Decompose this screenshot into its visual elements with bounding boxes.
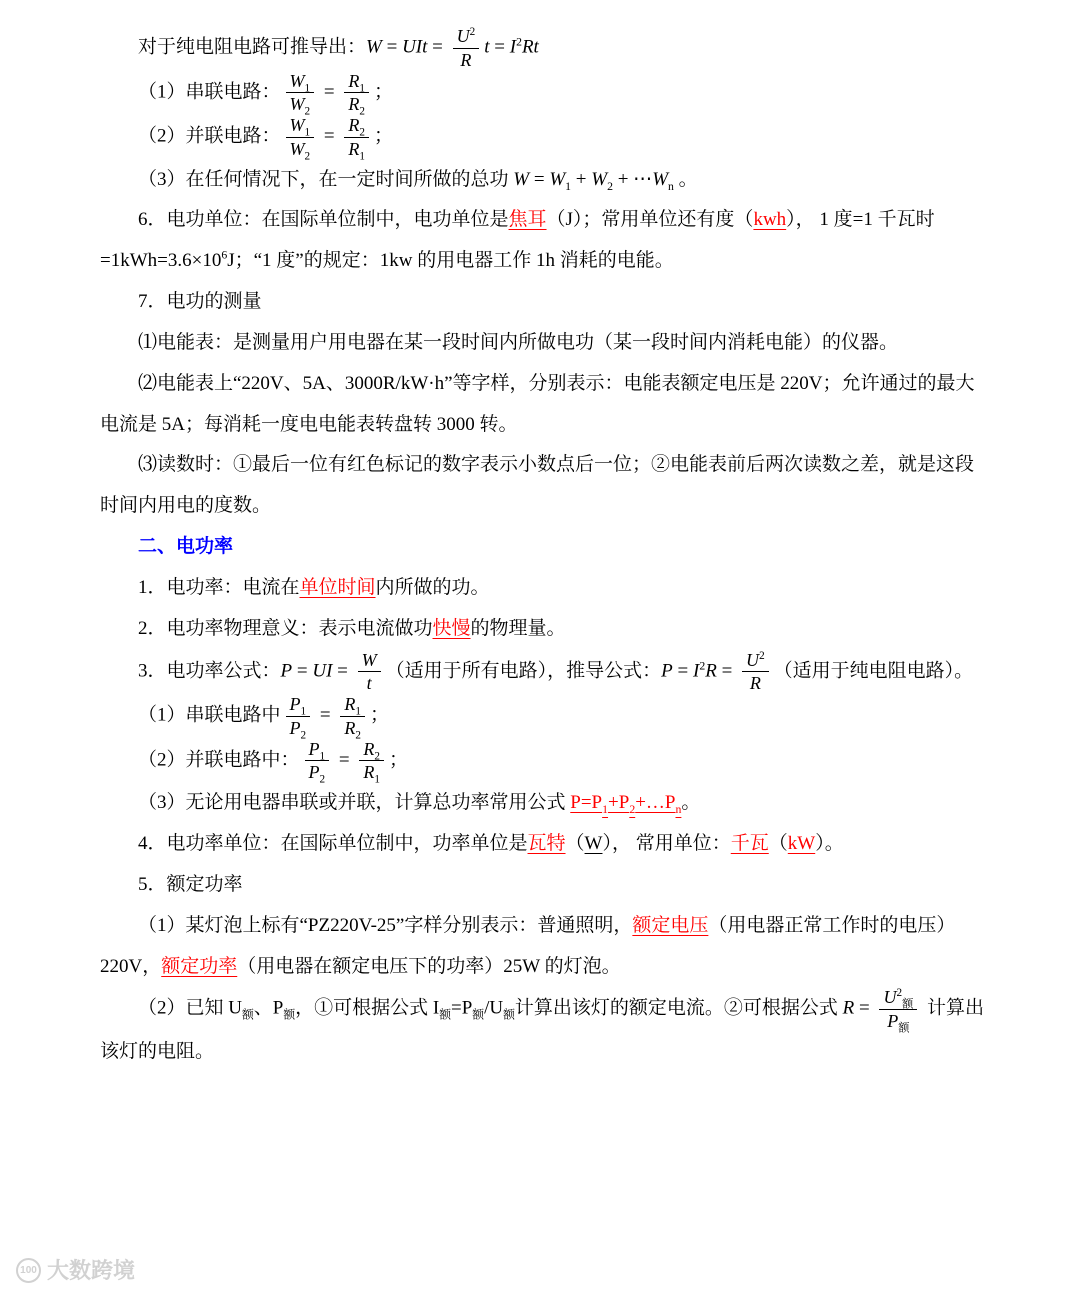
text-segment: P — [289, 694, 301, 715]
text-segment: ）， 常用单位： — [602, 832, 731, 854]
text-segment: I — [509, 36, 517, 58]
fraction-denominator — [358, 672, 381, 694]
text-segment: 1 — [319, 750, 326, 763]
text-segment: 2 — [359, 126, 365, 139]
text-segment: t — [366, 673, 372, 694]
text-segment: 2 — [607, 179, 613, 193]
text-segment: 额 — [472, 1008, 485, 1022]
fraction — [344, 71, 369, 116]
text-segment: 1 — [565, 179, 572, 193]
text-segment: 1 — [304, 82, 311, 95]
fraction — [453, 26, 480, 71]
fraction-numerator — [344, 115, 369, 138]
text-segment: J；“1 度”的规定：1kw 的用电器工作 1h 消耗的电能。 — [227, 250, 674, 272]
highlighted-term: kW — [787, 832, 816, 854]
text-segment: W — [508, 168, 530, 190]
fraction — [286, 694, 311, 742]
text-segment: ⑴电能表：是测量用户用电器在某一段时间内所做电功（某一段时间内消耗电能）的仪器。 — [138, 331, 899, 353]
formula-paragraph — [100, 739, 985, 784]
paragraph — [100, 282, 985, 323]
watermark-logo-icon: 100 — [16, 1258, 41, 1283]
highlighted-term: 2 — [629, 802, 636, 816]
fraction-denominator — [453, 49, 480, 71]
text-segment: （1）串联电路： — [138, 81, 281, 103]
text-segment: （J）；常用单位还有度（ — [546, 209, 754, 231]
text-segment: 对于纯电阻电路可推导出： — [138, 36, 367, 58]
fraction — [305, 739, 330, 784]
text-segment: 3．电功率公式： — [138, 660, 281, 682]
text-segment: 1．电功率：电流在 — [138, 576, 300, 598]
text-segment: R — [344, 717, 356, 738]
text-segment: （2）并联电路中： — [138, 749, 300, 771]
text-segment: W — [584, 832, 603, 854]
formula-paragraph — [100, 987, 985, 1035]
text-segment: 1 — [300, 705, 307, 718]
highlighted-term: 单位时间 — [299, 576, 376, 598]
text-segment: 2 — [374, 750, 380, 763]
text-segment: I — [693, 660, 700, 682]
highlighted-term: n — [675, 802, 682, 816]
text-segment: ）， 1 度=1 千瓦时=1kWh=3.6×10 — [100, 209, 935, 272]
fraction — [286, 115, 315, 163]
text-segment: R — [348, 115, 360, 135]
text-segment: P — [661, 660, 673, 682]
text-segment: = — [529, 168, 550, 190]
text-segment: 该灯的电阻。 — [100, 1040, 215, 1062]
fraction-numerator — [359, 739, 384, 762]
text-segment: R — [344, 694, 356, 715]
paragraph — [100, 364, 985, 446]
text-segment: U — [456, 26, 470, 46]
text-segment: 1 — [374, 773, 380, 786]
text-segment: W — [652, 168, 669, 190]
text-segment: R — [348, 70, 360, 91]
highlighted-term: 快慢 — [432, 617, 471, 639]
fraction — [358, 650, 381, 695]
text-segment: 5．额定功率 — [138, 873, 243, 895]
text-segment: U — [746, 649, 760, 670]
text-segment: （ — [768, 832, 788, 854]
section-heading — [100, 527, 985, 568]
text-segment: 6．电功单位：在国际单位制中，电功单位是 — [138, 209, 509, 231]
paragraph — [100, 568, 985, 609]
text-segment: ）。 — [815, 832, 844, 854]
text-segment: 2 — [355, 729, 361, 742]
document-content — [100, 26, 985, 1073]
text-segment: 的物理量。 — [470, 617, 566, 639]
text-segment: = — [319, 125, 340, 147]
text-segment: 2 — [469, 25, 476, 38]
text-segment: R — [363, 738, 375, 759]
highlighted-term: 额定电压 — [632, 914, 709, 936]
fraction-numerator — [344, 71, 369, 94]
highlighted-term: 焦耳 — [508, 209, 547, 231]
text-segment: P — [280, 660, 293, 682]
fraction-numerator — [879, 987, 917, 1010]
text-segment: （适用于纯电阻电路）。 — [773, 660, 974, 682]
highlighted-term: kwh — [753, 209, 787, 231]
text-segment: 7．电功的测量 — [138, 291, 262, 313]
paragraph — [100, 906, 985, 988]
text-segment: = — [334, 749, 355, 771]
text-segment: ⑶读数时：①最后一位有红色标记的数字表示小数点后一位；②电能表前后两次读数之差，就是这段时间内用电的度数。 — [100, 454, 975, 517]
text-segment: （1）串联电路中 — [138, 704, 281, 726]
highlighted-term: 额定功率 — [161, 955, 238, 977]
text-segment: P — [887, 1011, 899, 1032]
highlighted-term: 瓦特 — [527, 832, 566, 854]
fraction — [344, 115, 369, 163]
text-segment: R — [348, 138, 360, 159]
text-segment: = — [672, 660, 693, 682]
text-segment: 额 — [241, 1008, 254, 1022]
fraction — [286, 71, 315, 116]
fraction — [340, 694, 365, 742]
text-segment: R — [348, 94, 360, 115]
text-segment: 计算出该灯的额定电流。②可根据公式 — [514, 997, 843, 1019]
fraction-denominator — [286, 138, 315, 163]
formula-paragraph — [100, 694, 985, 742]
text-segment: 2 — [759, 649, 765, 662]
text-segment: P — [308, 762, 320, 783]
text-segment: 额 — [283, 1008, 296, 1022]
text-segment: 1 — [355, 705, 361, 718]
formula-paragraph — [100, 115, 985, 163]
text-segment: （2）已知 U — [138, 997, 242, 1019]
fraction-numerator — [742, 650, 769, 673]
text-segment: ，①可根据公式 I — [295, 997, 440, 1019]
formula-paragraph — [100, 160, 985, 201]
text-segment: n — [668, 179, 674, 193]
text-segment: （用电器正常工作时的电压）220V， — [100, 914, 956, 977]
text-segment: 2 — [896, 987, 903, 1000]
text-segment: （2）并联电路： — [138, 125, 281, 147]
paragraph — [100, 200, 985, 282]
fraction-denominator — [359, 761, 384, 786]
text-segment: 额 — [439, 1008, 451, 1022]
paragraph — [100, 323, 985, 364]
text-segment: 内所做的功。 — [375, 576, 490, 598]
fraction-denominator — [305, 761, 330, 786]
text-segment: ； — [373, 81, 393, 103]
text-segment: 计算出 — [922, 997, 985, 1019]
text-segment: ； — [373, 125, 393, 147]
text-segment: 。 — [673, 168, 698, 190]
text-segment: W — [366, 36, 382, 58]
text-segment: 1 — [359, 82, 365, 95]
text-segment: 6 — [221, 248, 228, 262]
text-segment: W — [289, 138, 305, 159]
text-segment: 。 — [681, 792, 701, 814]
text-segment: = — [489, 36, 510, 58]
highlighted-term: 千瓦 — [730, 832, 769, 854]
text-segment: U — [883, 987, 897, 1008]
watermark-text: 大数跨境 — [47, 1257, 136, 1283]
text-segment: 2 — [304, 105, 311, 118]
text-segment: 二、电功率 — [138, 536, 234, 558]
paragraph — [100, 1032, 985, 1073]
text-segment: W — [591, 168, 608, 190]
text-segment: 1 — [304, 126, 311, 139]
text-segment: = — [315, 704, 336, 726]
paragraph — [100, 445, 985, 527]
text-segment: 额 — [898, 1022, 910, 1035]
text-segment: 、P — [253, 997, 284, 1019]
text-segment: = — [427, 36, 448, 58]
text-segment: 2 — [516, 35, 522, 49]
text-segment: ⑵电能表上“220V、5A、3000R/kW·h”等字样，分别表示：电能表额定电压是 220V；允许通过的最大电流是 5A；每消耗一度电电能表转盘转 3000 转。 — [100, 372, 975, 435]
text-segment: = — [854, 997, 875, 1019]
text-segment: 2 — [304, 150, 311, 163]
formula-paragraph — [100, 650, 985, 695]
text-segment: UIt — [402, 36, 428, 58]
text-segment: R — [749, 673, 761, 694]
text-segment: W — [361, 649, 377, 670]
text-segment: + ⋯ — [612, 168, 653, 190]
formula-paragraph — [100, 26, 985, 71]
text-segment: R — [842, 997, 855, 1019]
text-segment: （3）无论用电器串联或并联，计算总功率常用公式 — [138, 792, 571, 814]
text-segment: Rt — [521, 36, 539, 58]
fraction-denominator — [286, 93, 315, 118]
text-segment: R — [460, 49, 472, 70]
text-segment: 1 — [359, 150, 365, 163]
text-segment: = — [716, 660, 738, 682]
paragraph — [100, 609, 985, 650]
text-segment: = — [332, 660, 353, 682]
fraction-numerator — [286, 694, 311, 717]
highlighted-term: 1 — [602, 802, 609, 816]
fraction-denominator — [742, 672, 769, 694]
fraction-numerator — [305, 739, 330, 762]
text-segment: P — [289, 717, 301, 738]
text-segment: = — [292, 660, 313, 682]
text-segment: P — [308, 738, 320, 759]
text-segment: W — [289, 115, 305, 135]
text-segment: 2 — [300, 729, 307, 742]
text-segment: W — [289, 70, 305, 91]
fraction-numerator — [340, 694, 365, 717]
text-segment: （3）在任何情况下，在一定时间所做的总功 — [138, 168, 509, 190]
text-segment: /U — [484, 997, 504, 1019]
text-segment: R — [363, 762, 375, 783]
fraction-denominator — [879, 1010, 917, 1035]
paragraph — [100, 865, 985, 906]
paragraph — [100, 783, 985, 824]
text-segment: （1）某灯泡上标有“PZ220V-25”字样分别表示：普通照明， — [138, 914, 633, 936]
fraction — [359, 739, 384, 784]
fraction-denominator — [286, 717, 311, 742]
fraction-denominator — [344, 138, 369, 163]
fraction-denominator — [340, 717, 365, 742]
text-segment: （ — [565, 832, 585, 854]
fraction-numerator — [286, 71, 315, 94]
text-segment: ； — [388, 749, 408, 771]
text-segment: 4．电功率单位：在国际单位制中，功率单位是 — [138, 832, 528, 854]
text-segment: + — [571, 168, 592, 190]
text-segment: 2．电功率物理意义：表示电流做功 — [138, 617, 433, 639]
text-segment: = — [381, 36, 403, 58]
fraction-numerator — [286, 115, 315, 138]
paragraph — [100, 824, 985, 865]
text-segment: 2 — [319, 773, 326, 786]
text-segment: W — [549, 168, 566, 190]
text-segment: R — [705, 660, 717, 682]
fraction-denominator — [344, 93, 369, 118]
formula-paragraph — [100, 71, 985, 116]
fraction-numerator — [358, 650, 381, 673]
highlighted-term: +P — [608, 792, 630, 814]
watermark — [16, 1247, 135, 1294]
fraction-numerator — [453, 26, 480, 49]
text-segment: W — [289, 94, 305, 115]
text-segment: t — [484, 36, 490, 58]
highlighted-term: P=P — [570, 792, 603, 814]
text-segment: 额 — [902, 998, 914, 1011]
fraction — [742, 650, 769, 695]
text-segment: 额 — [503, 1008, 515, 1022]
highlighted-term: +…P — [635, 792, 676, 814]
text-segment: （适用于所有电路），推导公式： — [385, 660, 662, 682]
text-segment: 2 — [699, 658, 706, 672]
text-segment: ； — [369, 704, 389, 726]
text-segment: =P — [450, 997, 473, 1019]
text-segment: 2 — [359, 105, 365, 118]
fraction — [879, 987, 917, 1035]
text-segment: UI — [312, 660, 333, 682]
text-segment: = — [319, 81, 340, 103]
text-segment: （用电器在额定电压下的功率）25W 的灯泡。 — [237, 955, 621, 977]
